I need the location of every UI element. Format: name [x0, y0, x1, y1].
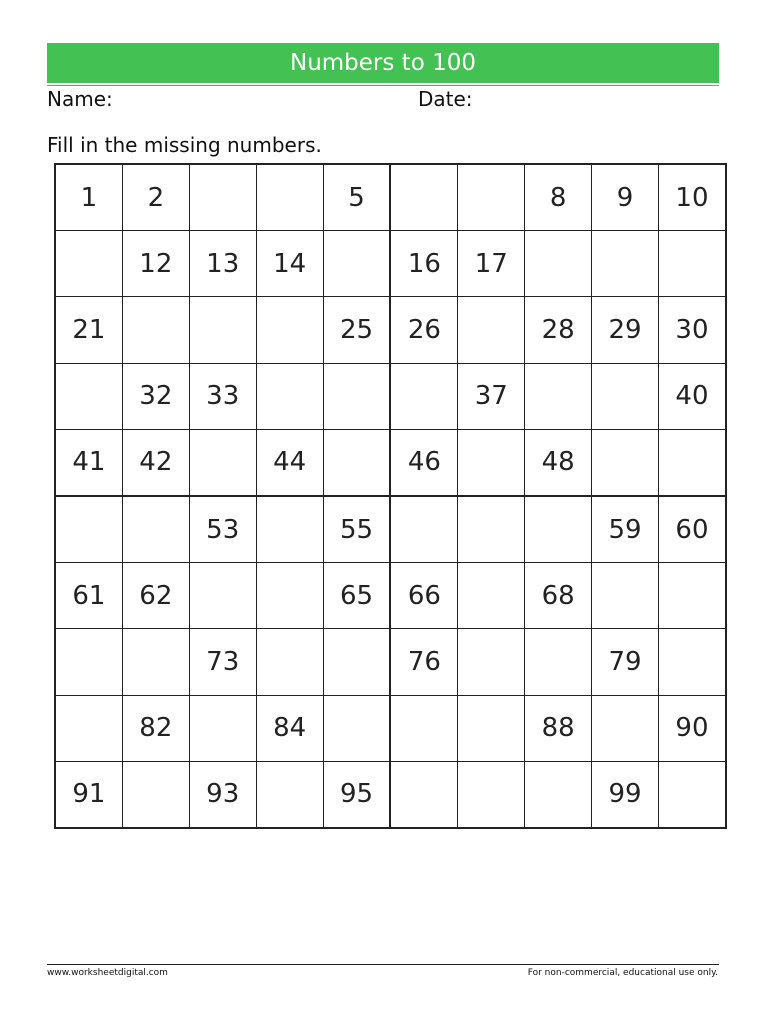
- grid-cell-number: 12: [122, 231, 189, 297]
- grid-cell-blank[interactable]: [256, 297, 323, 363]
- grid-cell-blank[interactable]: [592, 363, 659, 429]
- grid-cell-blank[interactable]: [256, 164, 323, 231]
- grid-cell-number: 53: [189, 496, 256, 563]
- grid-cell-blank[interactable]: [122, 496, 189, 563]
- grid-cell-number: 46: [390, 429, 457, 496]
- grid-row: [55, 563, 726, 629]
- grid-cell-blank[interactable]: [592, 429, 659, 496]
- grid-row: [55, 297, 726, 363]
- grid-cell-blank[interactable]: [592, 695, 659, 761]
- grid-cell-number: 91: [55, 761, 122, 828]
- grid-cell-number: 65: [323, 563, 390, 629]
- grid-cell-blank[interactable]: [189, 164, 256, 231]
- footer-divider: [47, 964, 719, 965]
- grid-cell-number: 41: [55, 429, 122, 496]
- grid-cell-blank[interactable]: [458, 297, 525, 363]
- grid-cell-blank[interactable]: [592, 563, 659, 629]
- date-label: Date:: [418, 87, 473, 111]
- grid-cell-number: 79: [592, 629, 659, 695]
- grid-cell-number: 1: [55, 164, 122, 231]
- grid-cell-number: 68: [525, 563, 592, 629]
- grid-cell-number: 17: [458, 231, 525, 297]
- grid-cell-number: 44: [256, 429, 323, 496]
- grid-cell-number: 40: [659, 363, 726, 429]
- grid-cell-blank[interactable]: [659, 563, 726, 629]
- grid-cell-number: 55: [323, 496, 390, 563]
- grid-cell-blank[interactable]: [659, 429, 726, 496]
- grid-cell-number: 29: [592, 297, 659, 363]
- grid-cell-blank[interactable]: [189, 563, 256, 629]
- grid-cell-blank[interactable]: [458, 695, 525, 761]
- grid-cell-number: 5: [323, 164, 390, 231]
- grid-cell-blank[interactable]: [390, 164, 457, 231]
- grid-cell-blank[interactable]: [390, 695, 457, 761]
- grid-cell-blank[interactable]: [122, 761, 189, 828]
- grid-cell-number: 8: [525, 164, 592, 231]
- grid-row: [55, 231, 726, 297]
- grid-cell-number: 61: [55, 563, 122, 629]
- grid-cell-blank[interactable]: [390, 761, 457, 828]
- grid-cell-blank[interactable]: [189, 695, 256, 761]
- grid-cell-number: 59: [592, 496, 659, 563]
- grid-cell-blank[interactable]: [55, 363, 122, 429]
- grid-cell-number: 62: [122, 563, 189, 629]
- grid-cell-blank[interactable]: [592, 231, 659, 297]
- grid-cell-blank[interactable]: [323, 231, 390, 297]
- grid-cell-blank[interactable]: [55, 231, 122, 297]
- grid-cell-blank[interactable]: [525, 496, 592, 563]
- grid-cell-blank[interactable]: [189, 429, 256, 496]
- grid-cell-blank[interactable]: [256, 761, 323, 828]
- grid-cell-blank[interactable]: [458, 761, 525, 828]
- grid-cell-blank[interactable]: [525, 629, 592, 695]
- grid-row: [55, 429, 726, 496]
- grid-cell-number: 37: [458, 363, 525, 429]
- grid-cell-blank[interactable]: [390, 363, 457, 429]
- grid-cell-number: 48: [525, 429, 592, 496]
- grid-cell-number: 32: [122, 363, 189, 429]
- grid-cell-number: 16: [390, 231, 457, 297]
- grid-cell-number: 25: [323, 297, 390, 363]
- grid-cell-number: 33: [189, 363, 256, 429]
- grid-cell-blank[interactable]: [323, 363, 390, 429]
- grid-cell-number: 88: [525, 695, 592, 761]
- grid-row: [55, 629, 726, 695]
- grid-cell-blank[interactable]: [458, 429, 525, 496]
- grid-cell-blank[interactable]: [659, 629, 726, 695]
- grid-row: [55, 695, 726, 761]
- grid-cell-number: 93: [189, 761, 256, 828]
- grid-cell-blank[interactable]: [390, 496, 457, 563]
- grid-cell-blank[interactable]: [458, 563, 525, 629]
- grid-cell-blank[interactable]: [525, 231, 592, 297]
- grid-row: [55, 496, 726, 563]
- grid-cell-blank[interactable]: [256, 363, 323, 429]
- grid-cell-number: 99: [592, 761, 659, 828]
- grid-cell-number: 30: [659, 297, 726, 363]
- grid-row: [55, 761, 726, 828]
- grid-cell-blank[interactable]: [323, 629, 390, 695]
- grid-row: [55, 164, 726, 231]
- grid-cell-number: 9: [592, 164, 659, 231]
- grid-cell-number: 90: [659, 695, 726, 761]
- grid-cell-number: 14: [256, 231, 323, 297]
- grid-cell-number: 82: [122, 695, 189, 761]
- footer-website: www.worksheetdigital.com: [47, 968, 168, 978]
- grid-cell-blank[interactable]: [323, 695, 390, 761]
- grid-cell-blank[interactable]: [525, 363, 592, 429]
- grid-cell-number: 26: [390, 297, 457, 363]
- number-grid-body: [55, 164, 726, 828]
- grid-cell-blank[interactable]: [458, 164, 525, 231]
- grid-cell-number: 2: [122, 164, 189, 231]
- footer-notice: For non-commercial, educational use only.: [527, 968, 718, 978]
- grid-cell-number: 13: [189, 231, 256, 297]
- grid-cell-blank[interactable]: [525, 761, 592, 828]
- grid-cell-number: 21: [55, 297, 122, 363]
- grid-cell-blank[interactable]: [189, 297, 256, 363]
- grid-row: [55, 363, 726, 429]
- grid-cell-number: 73: [189, 629, 256, 695]
- grid-cell-number: 42: [122, 429, 189, 496]
- title-underline: [47, 85, 719, 86]
- grid-cell-blank[interactable]: [458, 496, 525, 563]
- grid-cell-blank[interactable]: [55, 629, 122, 695]
- grid-cell-number: 84: [256, 695, 323, 761]
- grid-cell-number: 10: [659, 164, 726, 231]
- grid-cell-number: 28: [525, 297, 592, 363]
- number-grid: [54, 163, 727, 829]
- name-label: Name:: [47, 87, 113, 111]
- grid-cell-blank[interactable]: [458, 629, 525, 695]
- grid-cell-number: 60: [659, 496, 726, 563]
- grid-cell-number: 76: [390, 629, 457, 695]
- page-title: Numbers to 100: [290, 50, 476, 76]
- grid-cell-blank[interactable]: [55, 695, 122, 761]
- grid-cell-blank[interactable]: [256, 496, 323, 563]
- grid-cell-blank[interactable]: [323, 429, 390, 496]
- instruction-text: Fill in the missing numbers.: [47, 133, 322, 157]
- grid-cell-blank[interactable]: [122, 629, 189, 695]
- grid-cell-blank[interactable]: [256, 563, 323, 629]
- title-bar: [47, 43, 719, 83]
- grid-cell-blank[interactable]: [659, 761, 726, 828]
- grid-cell-blank[interactable]: [55, 496, 122, 563]
- grid-cell-blank[interactable]: [256, 629, 323, 695]
- grid-cell-blank[interactable]: [122, 297, 189, 363]
- grid-cell-number: 95: [323, 761, 390, 828]
- grid-cell-number: 66: [390, 563, 457, 629]
- grid-cell-blank[interactable]: [659, 231, 726, 297]
